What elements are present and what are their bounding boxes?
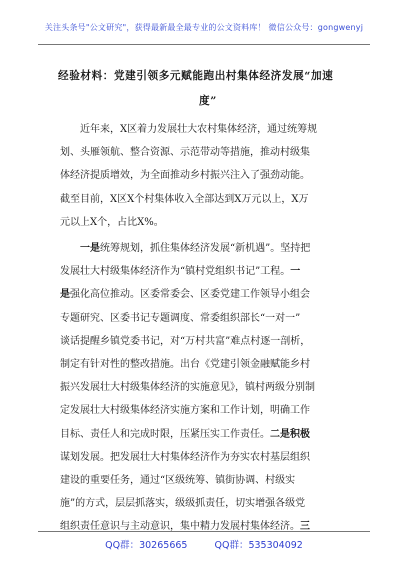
point-marker: 一 <box>290 266 301 278</box>
paragraph-line: 谈话提醒乡镇党委书记，对“万村共富”难点村逐一剖析， <box>60 335 311 347</box>
paragraph-line <box>60 237 350 260</box>
paragraph-line: 近年来，X区着力发展壮大农村集体经济，通过统筹规 <box>80 124 318 135</box>
point-marker: 三 <box>300 521 310 533</box>
paragraph-line: 建设的重要任务，通过“区级统筹、镇街协调、村级实 <box>60 475 296 487</box>
paragraph-line <box>60 260 350 283</box>
paragraph-line: 振兴发展壮大村级集体经济的实施意见》，镇村两级分别制 <box>60 382 315 394</box>
footer-qq-group-2: QQ群：535304092 <box>214 540 303 551</box>
point-marker: 一是 <box>80 243 100 254</box>
line-text: 目标、责任人和完成时限，压紧压实工作责任。 <box>60 428 270 440</box>
line-text: 强化高位推动。区委常委会、区委党建工作领导小组会 <box>70 289 310 301</box>
title-line-1: 经验材料：党建引领多元赋能跑出村集体经济发展“加速 <box>58 70 334 82</box>
document-title <box>58 64 358 114</box>
footer-divider <box>38 531 370 532</box>
footer <box>0 537 408 551</box>
line-text: 统筹规划，抓住集体经济发展“新机遇”。坚持把 <box>100 243 311 254</box>
point-marker: 二是积极 <box>270 428 310 440</box>
paragraph-line: 制定有针对性的整改措施。出台《党建引领金融赋能乡村 <box>60 359 310 371</box>
paragraph-line: 施”的方式，层层抓落实，级级抓责任，切实增强各级党 <box>60 498 306 510</box>
paragraph-line: 体经济提质增效，为全面推动乡村振兴注入了强劲动能。 <box>60 170 310 182</box>
paragraph-line: 谋划发展。把发展壮大村集体经济作为夯实农村基层组织 <box>60 451 310 463</box>
line-text: 发展壮大村级集体经济作为“镇村党组织书记”工程。 <box>60 266 291 278</box>
paragraph-measures <box>60 237 350 539</box>
paragraph-line: 专题研究、区委书记专题调度、常委组织部长“一对一” <box>60 312 301 324</box>
line-text: 组织责任意识与主动意识，集中精力发展村集体经济。 <box>60 521 300 533</box>
paragraph-line <box>60 423 350 446</box>
paragraph-line: 划、头雁领航、整合资源、示范带动等措施，推动村级集 <box>60 147 310 159</box>
title-line-2: 度” <box>199 95 217 107</box>
point-marker: 是 <box>60 289 70 301</box>
paragraph-line: 定发展壮大村级集体经济实施方案和工作计划，明确工作 <box>60 405 310 417</box>
header-divider <box>38 44 370 45</box>
paragraph-line: 截至目前，X区X个村集体收入全部达到X万元以上，X万 <box>60 193 309 205</box>
paragraph-intro <box>60 118 350 234</box>
header-banner: 关注头条号"公文研究"，获得最新最全最专业的公文资料库！ 微信公众号：gongwenyj <box>44 23 364 32</box>
footer-qq-group-1: QQ群：30265665 <box>105 540 188 551</box>
paragraph-line <box>60 283 350 306</box>
paragraph-line <box>60 515 350 538</box>
paragraph-line: 元以上X个，占比X%。 <box>60 216 164 228</box>
